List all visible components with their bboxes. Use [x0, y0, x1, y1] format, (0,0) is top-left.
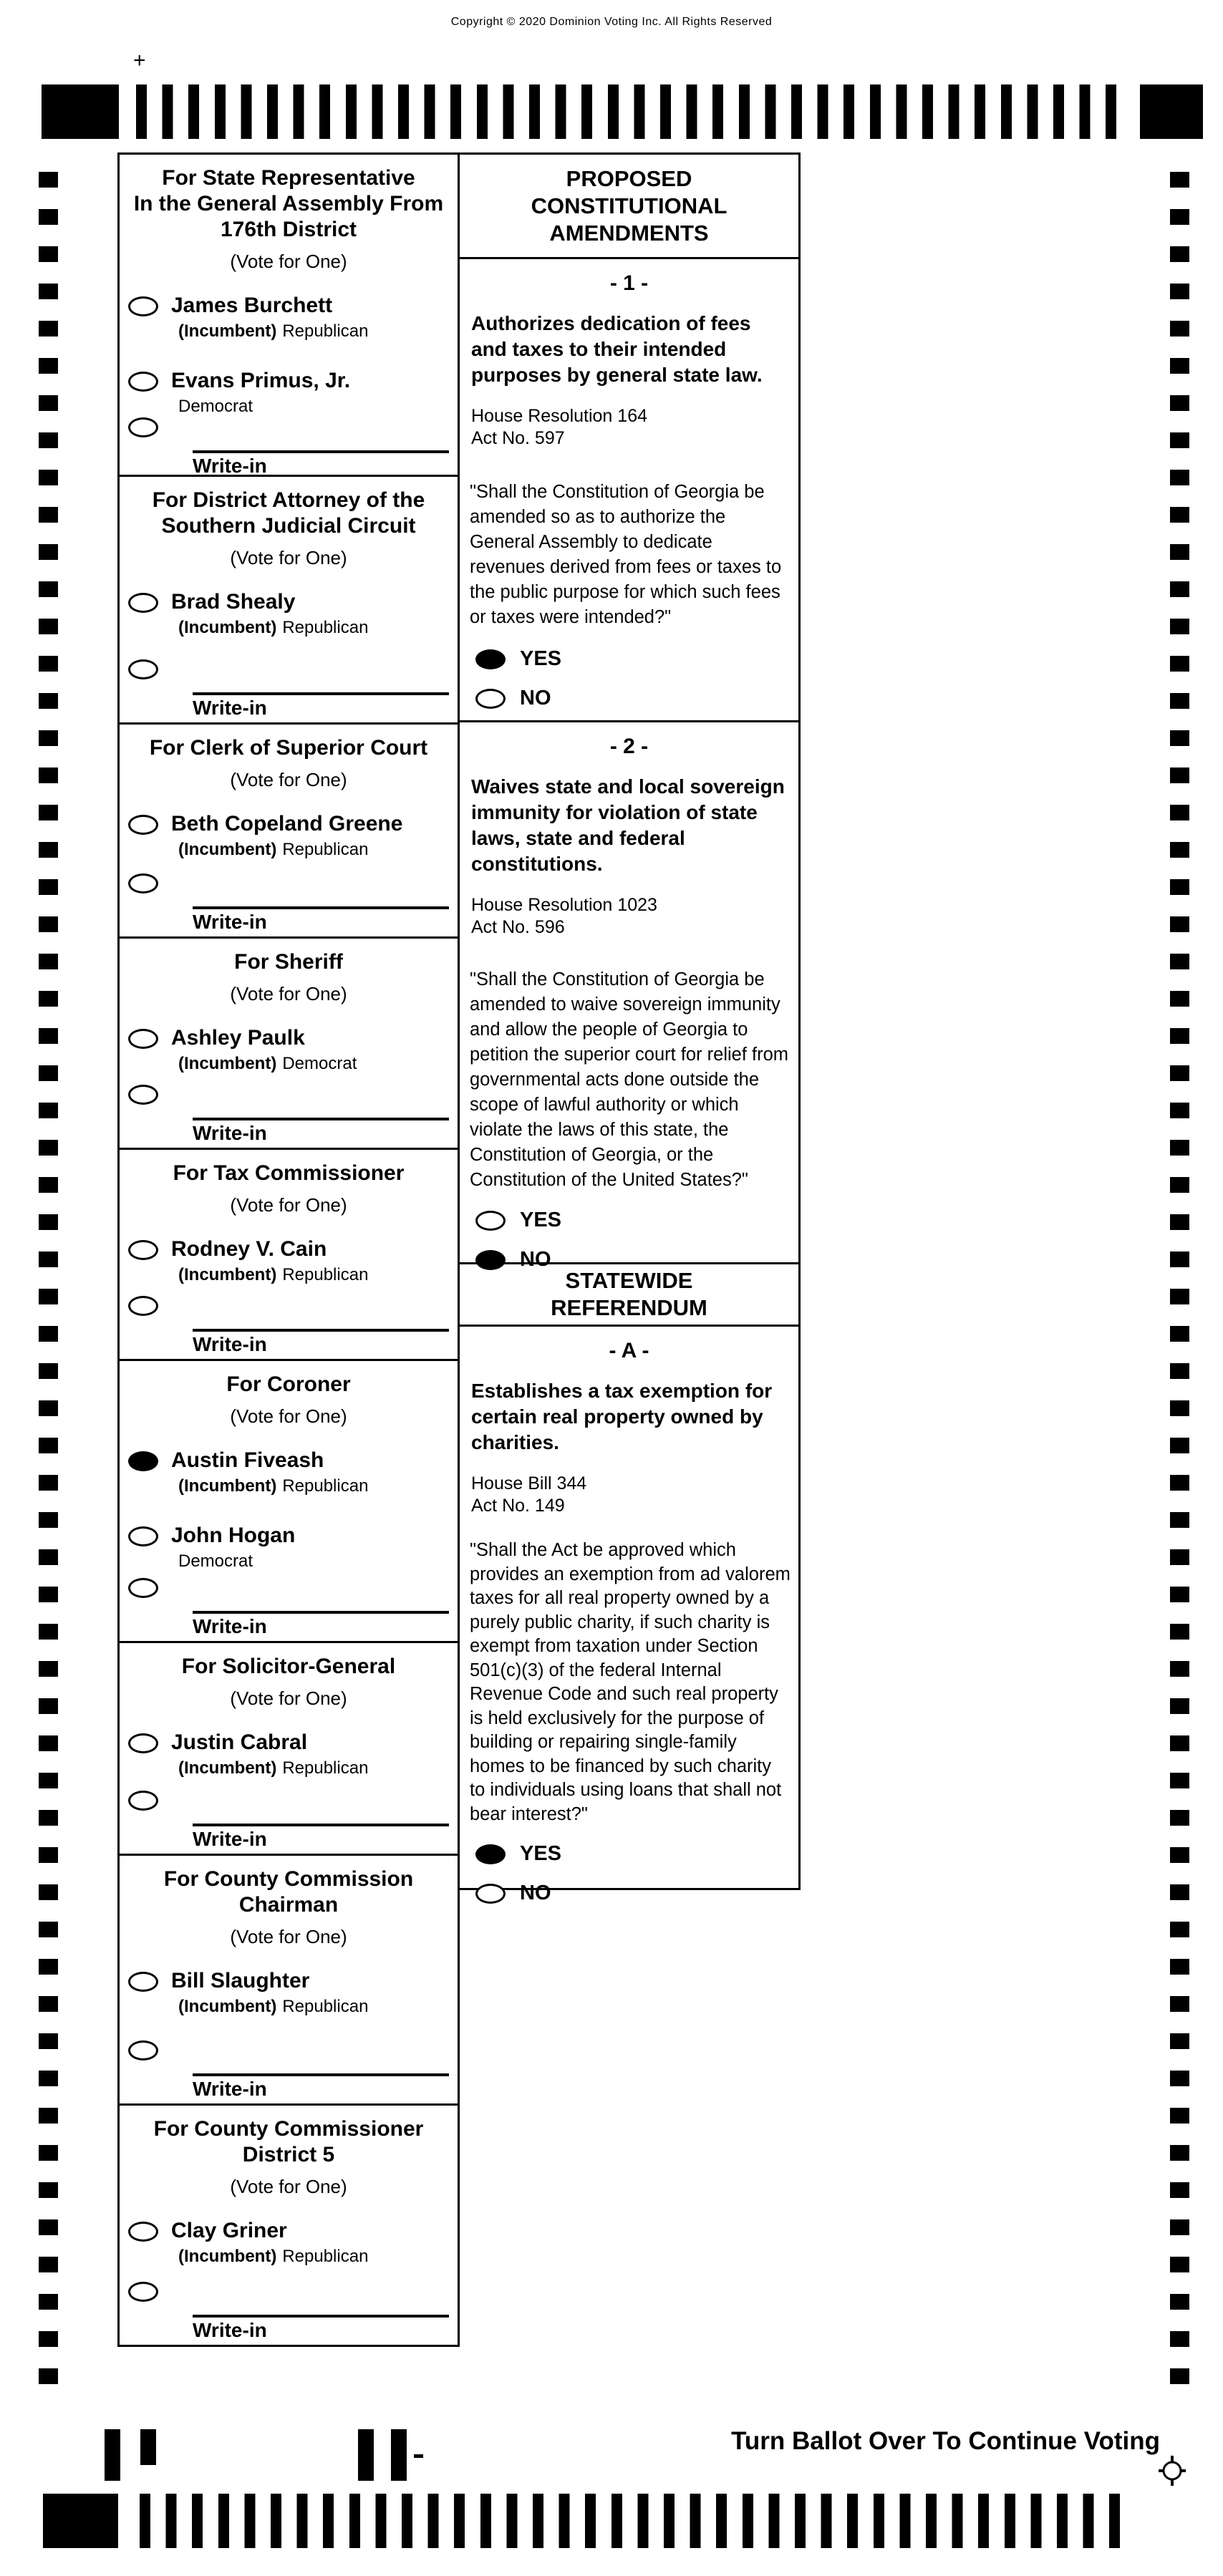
- contest-title: [120, 1866, 458, 1918]
- writein-line[interactable]: [193, 692, 449, 695]
- incumbent-label: (Incumbent): [178, 1054, 277, 1073]
- candidate-name: Brad Shealy: [171, 590, 296, 614]
- amendments-header: [458, 152, 801, 259]
- incumbent-label: (Incumbent): [178, 618, 277, 637]
- measure-summary: Waives state and local sovereign immunity for violation of state laws, state and federal constitutions.: [471, 775, 785, 875]
- measure-box-amendment-2: [458, 720, 801, 1271]
- candidate-name: Rodney V. Cain: [171, 1237, 327, 1261]
- yes-option: [475, 1842, 798, 1866]
- authority-line: Act No. 597: [471, 428, 565, 448]
- party-name: Democrat: [178, 397, 253, 416]
- header-line: PROPOSED: [566, 165, 692, 191]
- writein-area: [120, 1577, 458, 1641]
- candidate-oval[interactable]: [128, 2222, 158, 2242]
- writein-oval[interactable]: [128, 2040, 158, 2061]
- contest-box-sheriff: [117, 936, 460, 1150]
- contest-title: [120, 1372, 458, 1398]
- candidate-text: [171, 1524, 295, 1571]
- candidate-text: [171, 1449, 368, 1496]
- candidate-option: [128, 1731, 458, 1778]
- yes-oval[interactable]: [475, 1211, 506, 1231]
- contest-title-line: For Clerk of Superior Court: [149, 736, 428, 760]
- candidate-name: Ashley Paulk: [171, 1026, 305, 1050]
- party-name: Democrat: [178, 1551, 253, 1571]
- writein-line[interactable]: [193, 1118, 449, 1120]
- candidate-option: [128, 1449, 458, 1496]
- candidate-option: [128, 294, 458, 341]
- writein-area: [120, 872, 458, 936]
- authority-line: Act No. 149: [471, 1496, 565, 1516]
- writein-line[interactable]: [193, 450, 449, 453]
- candidate-party: [178, 397, 350, 416]
- candidate-option: [128, 369, 458, 416]
- vote-instruction: (Vote for One): [230, 1926, 347, 1947]
- contest-title-line: For County Commission: [163, 1867, 414, 1891]
- candidate-party: [178, 1477, 368, 1496]
- candidate-name: Beth Copeland Greene: [171, 812, 403, 836]
- candidate-text: [171, 2219, 368, 2266]
- yes-label: YES: [520, 1209, 562, 1231]
- header-line: STATEWIDE: [565, 1268, 693, 1293]
- referendum-header: [458, 1262, 801, 1327]
- candidate-option: [128, 1524, 458, 1571]
- writein-label: Write-in: [193, 1615, 267, 1637]
- contest-box-state-representative: [117, 152, 460, 477]
- party-name: Republican: [282, 1265, 369, 1284]
- contest-box-commissioner-district-5: [117, 2103, 460, 2347]
- measure-question: "Shall the Act be approved which provides an exemption from ad valorem taxes for all real property owned by a purely public charity, if such charity is exempt from taxation under Section 501(c)(3) of the federal Internal Revenue Code and such real property is held exclusively for the purpose of building or repairing single-family homes to be financed by such charity to individuals using loans that shall not bear interest?": [470, 1540, 791, 1824]
- candidate-oval[interactable]: [128, 296, 158, 316]
- writein-line[interactable]: [193, 906, 449, 909]
- writein-line[interactable]: [193, 1611, 449, 1614]
- writein-line[interactable]: [193, 2315, 449, 2318]
- candidate-party: [178, 2247, 368, 2266]
- writein-label: Write-in: [193, 697, 267, 719]
- candidate-oval[interactable]: [128, 593, 158, 613]
- vote-instruction: (Vote for One): [230, 769, 347, 790]
- incumbent-label: (Incumbent): [178, 1476, 277, 1496]
- candidate-party: [178, 1055, 357, 1073]
- contest-box-commission-chairman: [117, 1854, 460, 2106]
- contest-title: [120, 735, 458, 761]
- measure-options: [460, 631, 798, 720]
- contest-box-clerk-superior-court: [117, 722, 460, 939]
- candidate-party: [178, 619, 368, 637]
- writein-area: [120, 1789, 458, 1854]
- no-option: [475, 687, 798, 710]
- vote-instruction: (Vote for One): [230, 1405, 347, 1427]
- party-name: Republican: [282, 840, 369, 859]
- vote-instruction: (Vote for One): [230, 251, 347, 272]
- timing-block-bottom-left: [43, 2494, 118, 2548]
- writein-line[interactable]: [193, 1824, 449, 1826]
- candidate-oval[interactable]: [128, 1972, 158, 1992]
- authority-line: Act No. 596: [471, 917, 565, 937]
- candidate-option: [128, 1238, 458, 1284]
- yes-label: YES: [520, 647, 562, 670]
- candidate-oval[interactable]: [128, 1029, 158, 1049]
- header-line: CONSTITUTIONAL: [531, 193, 727, 218]
- candidate-oval[interactable]: [128, 1240, 158, 1260]
- writein-area: [120, 1294, 458, 1359]
- writein-label: Write-in: [193, 2078, 267, 2100]
- measure-authority: [471, 894, 788, 939]
- header-line: AMENDMENTS: [549, 220, 709, 246]
- no-label: NO: [520, 1882, 551, 1904]
- no-oval[interactable]: [475, 689, 506, 709]
- candidate-option: [128, 2219, 458, 2266]
- party-name: Republican: [282, 618, 369, 637]
- no-label: NO: [520, 1248, 551, 1271]
- candidate-oval[interactable]: [128, 1526, 158, 1546]
- writein-label: Write-in: [193, 911, 267, 933]
- yes-label: YES: [520, 1842, 562, 1865]
- candidate-party: [178, 1998, 368, 2016]
- contest-title-line: For Coroner: [226, 1372, 351, 1396]
- crosshair-target-icon: [1157, 2454, 1187, 2491]
- candidate-name: Bill Slaughter: [171, 1969, 310, 1992]
- timing-block-top-right: [1140, 84, 1203, 139]
- measure-authority: [471, 405, 788, 450]
- copyright-notice: Copyright © 2020 Dominion Voting Inc. All Rights Reserved: [450, 16, 773, 28]
- candidate-oval[interactable]: [128, 1451, 158, 1471]
- writein-label: Write-in: [193, 455, 267, 477]
- contest-title-line: For Solicitor-General: [181, 1655, 396, 1678]
- writein-oval[interactable]: [128, 873, 158, 894]
- candidate-text: [171, 813, 402, 859]
- writein-area: [120, 2280, 458, 2345]
- writein-oval[interactable]: [128, 1578, 158, 1598]
- party-name: Republican: [282, 1476, 369, 1496]
- contest-title-line: In the General Assembly From: [133, 192, 444, 216]
- contest-box-coroner: [117, 1359, 460, 1643]
- contest-title-line: For County Commissioner: [153, 2117, 424, 2141]
- writein-oval[interactable]: [128, 659, 158, 679]
- timing-column-right: [1170, 172, 1189, 2400]
- candidate-option: [128, 1970, 458, 2016]
- contest-title: [120, 1654, 458, 1680]
- candidate-party: [178, 322, 368, 341]
- candidate-oval[interactable]: [128, 1733, 158, 1753]
- vote-instruction: (Vote for One): [230, 2176, 347, 2197]
- yes-oval[interactable]: [475, 649, 506, 669]
- vote-instruction: (Vote for One): [230, 547, 347, 568]
- vote-instruction: (Vote for One): [230, 1688, 347, 1709]
- contest-title-line: District 5: [242, 2143, 335, 2166]
- incumbent-label: (Incumbent): [178, 1997, 277, 2016]
- contest-title-line: Chairman: [238, 1893, 339, 1917]
- measure-box-referendum-a: [458, 1325, 801, 1904]
- writein-oval[interactable]: [128, 2282, 158, 2302]
- writein-label: Write-in: [193, 1122, 267, 1144]
- candidate-oval[interactable]: [128, 372, 158, 392]
- contest-title-line: 176th District: [220, 218, 357, 241]
- writein-label: Write-in: [193, 1828, 267, 1850]
- candidate-option: [128, 813, 458, 859]
- vote-instruction: (Vote for One): [230, 1194, 347, 1216]
- timing-bars-bottom: [140, 2494, 1135, 2548]
- yes-option: [475, 647, 798, 671]
- contest-box-tax-commissioner: [117, 1148, 460, 1361]
- contest-title: [120, 488, 458, 539]
- incumbent-label: (Incumbent): [178, 1265, 277, 1284]
- candidate-name: James Burchett: [171, 294, 333, 317]
- measure-question: "Shall the Constitution of Georgia be amended so as to authorize the General Assembly to dedicate revenues derived from fees or taxes to the public purpose for which such fees or taxes were intended?": [470, 482, 782, 627]
- no-option: [475, 1882, 798, 1905]
- candidate-option: [128, 1027, 458, 1073]
- candidate-party: [178, 1552, 295, 1571]
- party-name: Republican: [282, 1997, 369, 2016]
- writein-oval[interactable]: [128, 1085, 158, 1105]
- writein-oval[interactable]: [128, 1791, 158, 1811]
- writein-area: [120, 2039, 458, 2103]
- candidate-party: [178, 1266, 368, 1284]
- candidate-text: [171, 369, 350, 416]
- candidate-text: [171, 1731, 368, 1778]
- yes-oval[interactable]: [475, 1844, 506, 1864]
- candidate-name: John Hogan: [171, 1524, 296, 1547]
- contest-title: [120, 1161, 458, 1186]
- writein-area: [120, 658, 458, 722]
- measure-summary: Establishes a tax exemption for certain real property owned by charities.: [471, 1380, 773, 1453]
- candidate-text: [171, 1970, 368, 2016]
- measure-question: "Shall the Constitution of Georgia be amended to waive sovereign immunity and allow the people of Georgia to petition the superior court for relief from governmental acts done outside the scope of lawful authority or which violate the laws of this state, the Constitution of Georgia, or the Constitution of the United States?": [470, 969, 789, 1190]
- writein-line[interactable]: [193, 1329, 449, 1332]
- timing-bars-top: [136, 84, 1131, 139]
- party-name: Democrat: [282, 1054, 357, 1073]
- vote-instruction: (Vote for One): [230, 983, 347, 1004]
- writein-oval[interactable]: [128, 1296, 158, 1316]
- no-label: NO: [520, 687, 551, 710]
- contest-title: [120, 2116, 458, 2168]
- authority-line: House Resolution 1023: [471, 895, 657, 915]
- measure-summary: Authorizes dedication of fees and taxes to their intended purposes by general state law.: [471, 312, 763, 386]
- candidate-name: Austin Fiveash: [171, 1448, 324, 1472]
- party-name: Republican: [282, 321, 369, 341]
- incumbent-label: (Incumbent): [178, 321, 277, 341]
- incumbent-label: (Incumbent): [178, 1758, 277, 1778]
- measure-options: [460, 1826, 798, 1915]
- contest-column: [117, 152, 460, 2347]
- candidate-party: [178, 841, 402, 859]
- timing-block-top-left: [42, 84, 119, 139]
- contest-title: [120, 949, 458, 975]
- candidate-text: [171, 1238, 368, 1284]
- candidate-option: [128, 591, 458, 637]
- contest-title-line: For State Representative: [162, 166, 415, 190]
- writein-label: Write-in: [193, 2319, 267, 2341]
- authority-line: House Resolution 164: [471, 406, 647, 426]
- writein-oval[interactable]: [128, 417, 158, 437]
- incumbent-label: (Incumbent): [178, 2247, 277, 2266]
- no-oval[interactable]: [475, 1884, 506, 1904]
- contest-box-district-attorney: [117, 475, 460, 725]
- measure-authority: [471, 1473, 788, 1517]
- measures-column: [458, 152, 801, 1904]
- measure-box-amendment-1: [458, 257, 801, 722]
- contest-box-solicitor-general: [117, 1641, 460, 1856]
- authority-line: House Bill 344: [471, 1473, 587, 1493]
- candidate-text: [171, 1027, 357, 1073]
- writein-area: [120, 1083, 458, 1148]
- registration-plus-icon: +: [133, 49, 146, 72]
- measure-number: - 2 -: [609, 735, 649, 758]
- candidate-name: Justin Cabral: [171, 1730, 308, 1754]
- header-line: REFERENDUM: [551, 1295, 707, 1320]
- contest-title-line: For Tax Commissioner: [173, 1161, 405, 1185]
- candidate-party: [178, 1759, 368, 1778]
- candidate-name: Clay Griner: [171, 2219, 287, 2242]
- candidate-text: [171, 294, 368, 341]
- writein-area: [120, 416, 458, 480]
- party-name: Republican: [282, 2247, 369, 2266]
- contest-title-line: For District Attorney of the: [152, 488, 425, 512]
- candidate-oval[interactable]: [128, 815, 158, 835]
- contest-title-line: For Sheriff: [234, 950, 343, 974]
- measure-number: - A -: [609, 1339, 649, 1362]
- measure-number: - 1 -: [609, 271, 649, 295]
- party-name: Republican: [282, 1758, 369, 1778]
- yes-option: [475, 1209, 798, 1232]
- candidate-name: Evans Primus, Jr.: [171, 369, 351, 392]
- contest-title: [120, 165, 458, 243]
- contest-title-line: Southern Judicial Circuit: [161, 514, 416, 538]
- timing-column-left: [39, 172, 58, 2400]
- candidate-text: [171, 591, 368, 637]
- turn-ballot-instruction: Turn Ballot Over To Continue Voting: [731, 2427, 1160, 2455]
- incumbent-label: (Incumbent): [178, 840, 277, 859]
- writein-line[interactable]: [193, 2073, 449, 2076]
- writein-label: Write-in: [193, 1333, 267, 1355]
